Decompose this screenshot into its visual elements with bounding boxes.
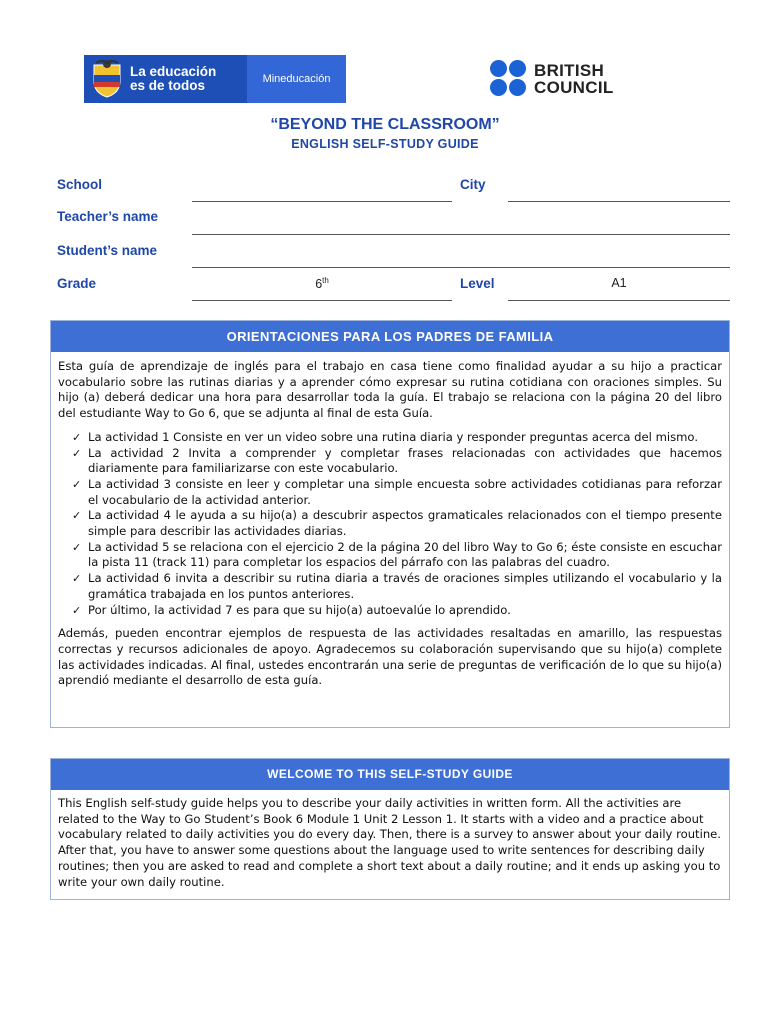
activity-item	[72, 508, 722, 539]
student-name-label: Student’s name	[57, 243, 158, 258]
parents-guidance-heading: ORIENTACIONES PARA LOS PADRES DE FAMILIA	[51, 321, 729, 352]
parents-guidance-intro: Esta guía de aprendizaje de inglés para el trabajo en casa tiene como finalidad ayudar a su hijo a practicar vocabulario sobre las rutinas diarias y a aprender cómo expresar su rutina cotidiana con oraciones simples. Su hijo (a) deberá dedicar una hora para desarrollar toda la guía. El trabajo se relaciona con la página 20 del libro del estudiante Way to Go 6, que se adjunta al final de esta Guía.	[58, 359, 722, 421]
activity-item-text: La actividad 3 consiste en leer y completar una simple encuesta sobre actividades cotidianas para reforzar el vocabulario de la actividad anterior.	[88, 476, 722, 507]
grade-number: 6	[315, 277, 323, 292]
level-label: Level	[460, 276, 495, 291]
activity-item	[72, 571, 722, 602]
checkmark-icon: ✓	[72, 446, 82, 460]
colombia-crest-icon	[90, 59, 124, 99]
mineducacion-logo-left	[84, 55, 247, 103]
checkmark-icon: ✓	[72, 572, 82, 586]
city-field[interactable]	[508, 201, 730, 202]
activity-item	[72, 446, 722, 477]
activity-list	[58, 430, 722, 618]
welcome-box	[50, 758, 730, 900]
teacher-name-field[interactable]	[192, 234, 730, 235]
checkmark-icon: ✓	[72, 477, 82, 491]
grade-label: Grade	[57, 276, 97, 291]
welcome-heading: WELCOME TO THIS SELF-STUDY GUIDE	[51, 759, 729, 790]
activity-item	[72, 603, 722, 619]
city-label: City	[460, 177, 486, 192]
level-field[interactable]	[508, 300, 730, 301]
school-label: School	[57, 177, 103, 192]
activity-item-text: La actividad 6 invita a describir su rutina diaria a través de oraciones simples utilizando el vocabulario y la gramática trabajada en los puntos anteriores.	[88, 571, 722, 601]
activity-item-text: La actividad 5 se relaciona con el ejercicio 2 de la página 20 del libro Way to Go 6; éste consiste en escuchar la pista 11 (track 11) para completar los espacios del párrafo con las palabras del cuadro.	[88, 539, 722, 570]
welcome-text: This English self-study guide helps you to describe your daily activities in written form. All the activities are related to the Way to Go Student’s Book 6 Module 1 Unit 2 Lesson 1. It starts with a video and a practice about vocabulary related to daily activities you do every day. Then, there is a survey to answer about your daily routine. After that, you have to answer some questions about the language used to write sentences for describing daily routines; then you are asked to read and complete a short text about a daily routine; and it ends up asking you to write your own daily routine.	[58, 796, 721, 889]
british-council-dots-icon	[490, 60, 528, 98]
grade-value	[192, 276, 452, 291]
document-subtitle: ENGLISH SELF-STUDY GUIDE	[291, 137, 479, 151]
activity-item-text: Por último, la actividad 7 es para que su hijo(a) autoevalúe lo aprendido.	[88, 602, 511, 617]
checkmark-icon: ✓	[72, 430, 82, 444]
british-council-logo	[490, 58, 625, 100]
british-council-line1: BRITISH	[534, 61, 605, 80]
student-name-field[interactable]	[192, 267, 730, 268]
grade-field[interactable]	[192, 300, 452, 301]
mineducacion-slogan-line1: La educación	[130, 64, 217, 79]
british-council-line2: COUNCIL	[534, 78, 614, 97]
parents-guidance-outro: Además, pueden encontrar ejemplos de respuesta de las actividades resaltadas en amarillo, las respuestas correctas y recursos adicionales de apoyo. Agradecemos su colaboración supervisando que su hijo(a) complete las actividades indicadas. Al final, ustedes encontrarán una serie de preguntas de verificación de lo que su hijo(a) aprendió mediante el desarrollo de esta guía.	[58, 626, 722, 688]
activity-item	[72, 540, 722, 571]
checkmark-icon: ✓	[72, 540, 82, 554]
activity-item	[72, 430, 722, 446]
parents-guidance-box	[50, 320, 730, 728]
mineducacion-logo	[84, 55, 346, 103]
welcome-content	[51, 790, 729, 890]
checkmark-icon: ✓	[72, 603, 82, 617]
mineducacion-brand: Mineducación	[247, 55, 346, 103]
document-title: “BEYOND THE CLASSROOM”	[270, 116, 500, 133]
grade-suffix: th	[322, 276, 329, 285]
activity-item-text: La actividad 2 Invita a comprender y completar frases relacionadas con actividades que hacemos diariamente para familiarizarse con este vocabulario.	[88, 445, 722, 476]
mineducacion-slogan-line2: es de todos	[130, 78, 206, 93]
parents-guidance-content	[51, 352, 729, 689]
activity-item-text: La actividad 4 le ayuda a su hijo(a) a descubrir aspectos gramaticales relacionados con el tiempo presente simple para describir las actividades diarias.	[88, 508, 722, 539]
teacher-name-label: Teacher’s name	[57, 209, 159, 224]
level-value: A1	[611, 276, 627, 290]
school-field[interactable]	[192, 201, 452, 202]
activity-item	[72, 477, 722, 508]
checkmark-icon: ✓	[72, 509, 82, 523]
activity-item-text: La actividad 1 Consiste en ver un video sobre una rutina diaria y responder preguntas acerca del mismo.	[88, 429, 699, 444]
